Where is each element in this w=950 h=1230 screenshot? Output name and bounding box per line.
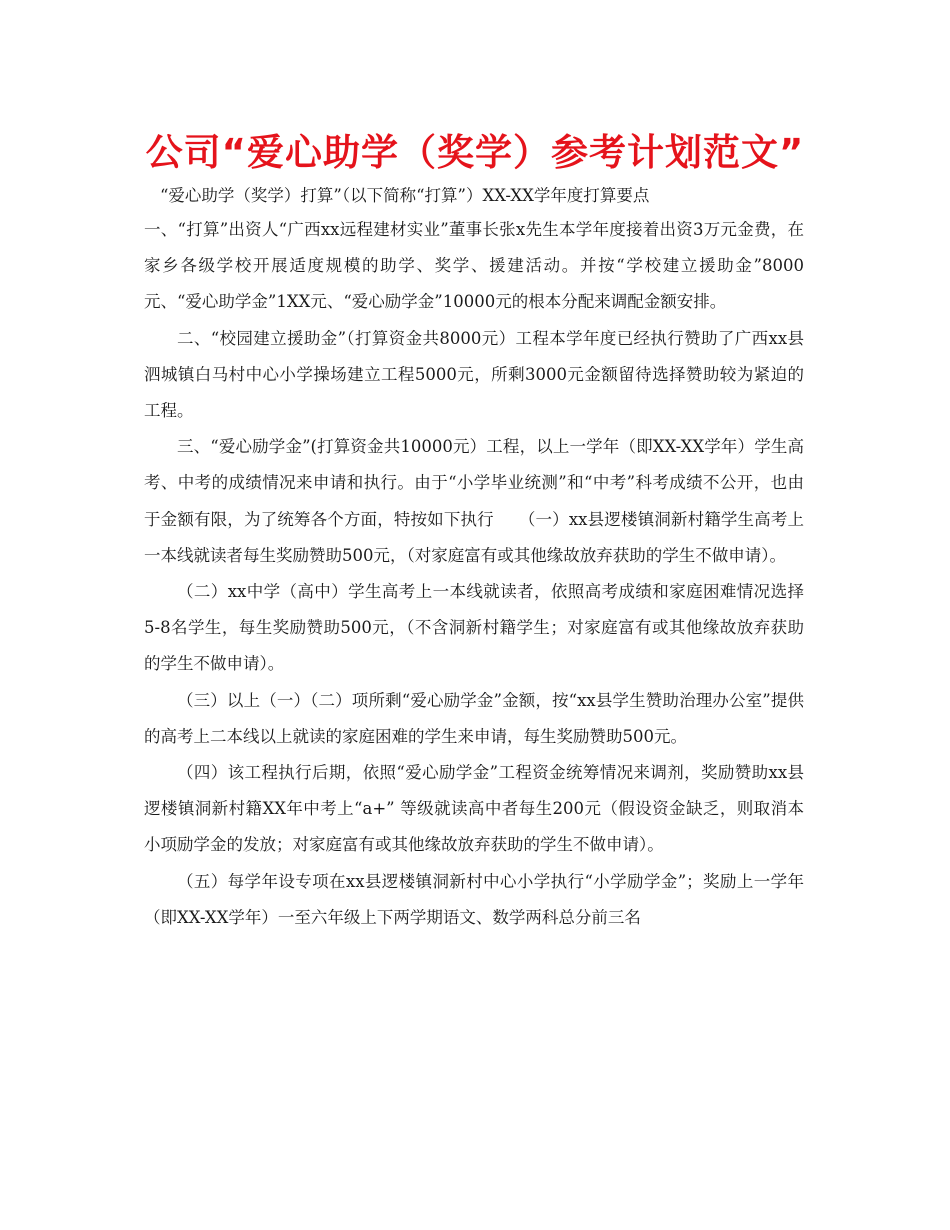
document-title: 公司“爱心助学（奖学）参考计划范文”	[145, 131, 805, 174]
document-subtitle: “爱心助学（奖学）打算”（以下简称“打算”）XX-XX学年度打算要点	[160, 186, 650, 205]
paragraph-4: （二）xx中学（高中）学生高考上一本线就读者，依照高考成绩和家庭困难情况选择5-8名学生，每生奖励赞助500元，（不含洞新村籍学生；对家庭富有或其他缘故放弃获助的学生不做申请）。	[144, 582, 804, 674]
paragraph-3: 三、“爱心励学金”(打算资金共10000元）工程，以上一学年（即XX-XX学年）学生高考、中考的成绩情况来申请和执行。由于“小学毕业统测”和“中考”科考成绩不公开，也由于金额有限，为了统筹各个方面，特按如下执行 （一）xx县逻楼镇洞新村籍学生高考上一本线就读者每生奖励赞助500元，（对家庭富有或其他缘故放弃获助的学生不做申请）。	[144, 437, 804, 565]
paragraph-1: 一、“打算”出资人“广西xx远程建材实业”董事长张x先生本学年度接着出资3万元金费，在家乡各级学校开展适度规模的助学、奖学、援建活动。并按“学校建立援助金”8000元、“爱心助学金”1XX元、“爱心励学金”10000元的根本分配来调配金额安排。	[144, 220, 804, 312]
paragraph-7: （五）每学年设专项在xx县逻楼镇洞新村中心小学执行“小学励学金”；奖励上一学年（即XX-XX学年）一至六年级上下两学期语文、数学两科总分前三名	[144, 871, 804, 927]
document-body	[144, 212, 804, 936]
paragraph-2: 二、“校园建立援助金”（打算资金共8000元）工程本学年度已经执行赞助了广西xx县泗城镇白马村中心小学操场建立工程5000元，所剩3000元金额留待选择赞助较为紧迫的工程。	[144, 328, 804, 421]
paragraph-5: （三）以上（一）（二）项所剩“爱心励学金”金额，按“xx县学生赞助治理办公室”提供的高考上二本线以上就读的家庭困难的学生来申请，每生奖励赞助500元。	[144, 690, 804, 746]
paragraph-6: （四）该工程执行后期，依照“爱心励学金”工程资金统筹情况来调剂，奖励赞助xx县逻楼镇洞新村籍XX年中考上“a+” 等级就读高中者每生200元（假设资金缺乏，则取消本小项励学金的发放；对家庭富有或其他缘故放弃获助的学生不做申请）。	[144, 763, 804, 855]
